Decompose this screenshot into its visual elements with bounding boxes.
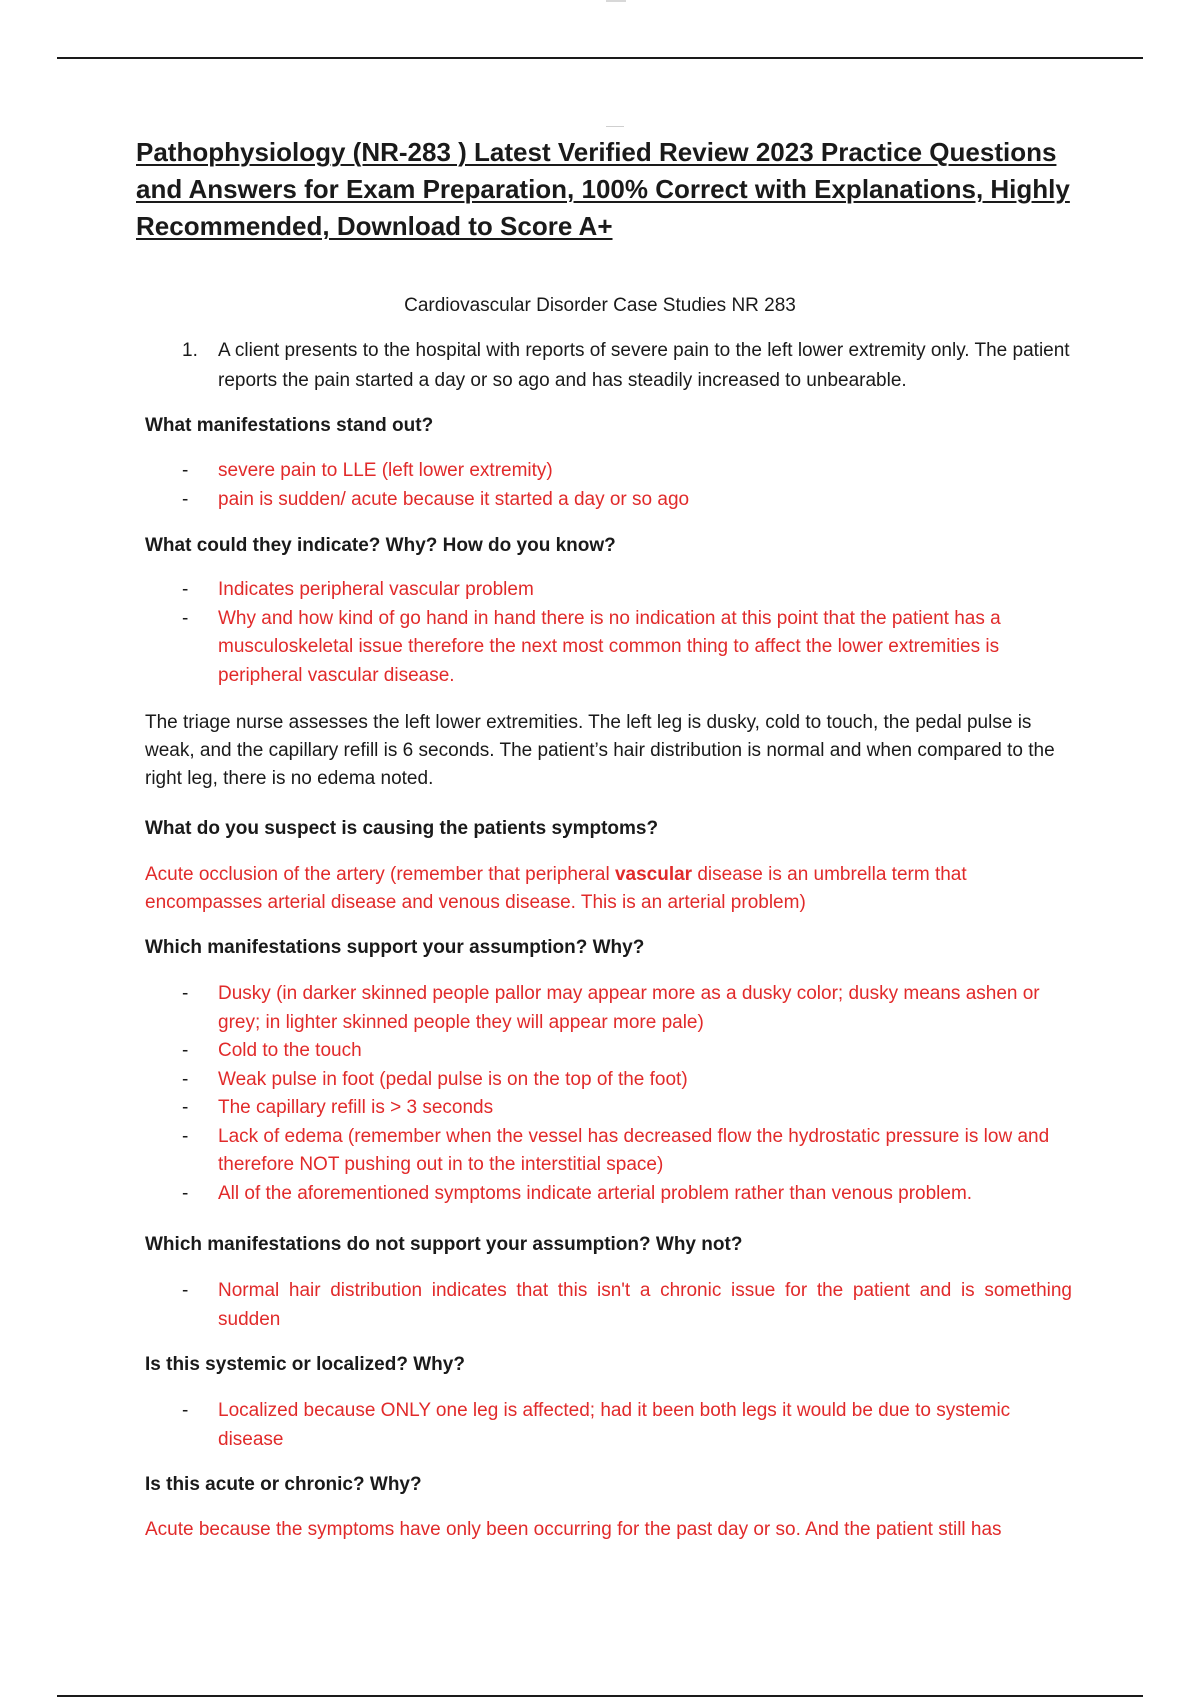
answer-list-supporting	[182, 980, 1072, 1208]
list-item: - Indicates peripheral vascular problem	[182, 576, 1072, 605]
answer-list-not-supporting	[182, 1277, 1072, 1334]
list-item: - Weak pulse in foot (pedal pulse is on the top of the foot)	[182, 1066, 1072, 1095]
document-title: Pathophysiology (NR-283 ) Latest Verified Review 2023 Practice Questions and Answers for Exam Preparation, 100% Correct with Explanations, Highly Recommended, Download to Score A+	[136, 137, 1070, 241]
list-item: - Cold to the touch	[182, 1037, 1072, 1066]
footer-rule	[57, 1695, 1143, 1697]
bullet-dash: -	[182, 1068, 189, 1090]
question-systemic-localized: Is this systemic or localized? Why?	[145, 1354, 465, 1375]
triage-paragraph: The triage nurse assesses the left lower extremities. The left leg is dusky, cold to touch, the pedal pulse is weak, and the capillary refill is 6 seconds. The patient’s hair distribution is normal and when compared to the right leg, there is no edema noted.	[145, 712, 1055, 789]
bullet-dash: -	[182, 1280, 189, 1301]
bullet-dash: -	[182, 579, 189, 600]
document-subtitle: Cardiovascular Disorder Case Studies NR 283	[404, 295, 796, 316]
bullet-dash: -	[182, 983, 189, 1004]
bullet-dash: -	[182, 488, 189, 510]
list-item: - Localized because ONLY one leg is affected; had it been both legs it would be due to systemic disease	[182, 1397, 1072, 1454]
list-item: - All of the aforementioned symptoms indicate arterial problem rather than venous problem.	[182, 1180, 1072, 1209]
answer-list-manifestations	[182, 457, 1072, 514]
answer-suspected-cause: Acute occlusion of the artery (remember that peripheral vascular disease is an umbrella term that encompasses arterial disease and venous disease. This is an arterial problem)	[145, 864, 967, 913]
bullet-dash: -	[182, 1040, 189, 1061]
list-item: - Why and how kind of go hand in hand there is no indication at this point that the patient has a musculoskeletal issue therefore the next most common thing to affect the lower extremities is peripheral vascular disease.	[182, 605, 1072, 691]
bullet-dash: -	[182, 1182, 189, 1204]
list-item: - Normal hair distribution indicates that this isn't a chronic issue for the patient and is something sudden	[182, 1277, 1072, 1334]
question-manifestations: What manifestations stand out?	[145, 415, 434, 436]
list-item: - The capillary refill is > 3 seconds	[182, 1094, 1072, 1123]
question-suspected-cause: What do you suspect is causing the patients symptoms?	[145, 818, 659, 839]
case-text: A client presents to the hospital with reports of severe pain to the left lower extremity only. The patient reports the pain started a day or so ago and has steadily increased to unbearable.	[218, 340, 1070, 391]
answer-list-indication	[182, 576, 1072, 690]
list-item: - pain is sudden/ acute because it started a day or so ago	[182, 486, 1072, 515]
bullet-dash: -	[182, 460, 189, 481]
title-artifact	[606, 126, 624, 127]
answer-list-systemic-localized	[182, 1397, 1072, 1454]
bullet-dash: -	[182, 1400, 189, 1421]
case-number: 1.	[182, 340, 198, 361]
answer-acute-chronic: Acute because the symptoms have only been occurring for the past day or so. And the patient still has	[145, 1519, 1002, 1540]
scan-artifact	[606, 0, 626, 2]
question-indication: What could they indicate? Why? How do you know?	[145, 535, 616, 556]
bullet-dash: -	[182, 1097, 189, 1118]
case-item-1	[182, 336, 1102, 396]
question-acute-chronic: Is this acute or chronic? Why?	[145, 1474, 422, 1495]
question-supporting: Which manifestations support your assumption? Why?	[145, 937, 645, 958]
header-rule	[57, 57, 1143, 59]
bullet-dash: -	[182, 607, 189, 629]
list-item: - Lack of edema (remember when the vessel has decreased flow the hydrostatic pressure is low and therefore NOT pushing out in to the interstitial space)	[182, 1123, 1072, 1180]
list-item: - Dusky (in darker skinned people pallor may appear more as a dusky color; dusky means ashen or grey; in lighter skinned people they will appear more pale)	[182, 980, 1072, 1037]
list-item: - severe pain to LLE (left lower extremity)	[182, 457, 1072, 486]
bullet-dash: -	[182, 1125, 189, 1147]
question-not-supporting: Which manifestations do not support your assumption? Why not?	[145, 1234, 743, 1255]
